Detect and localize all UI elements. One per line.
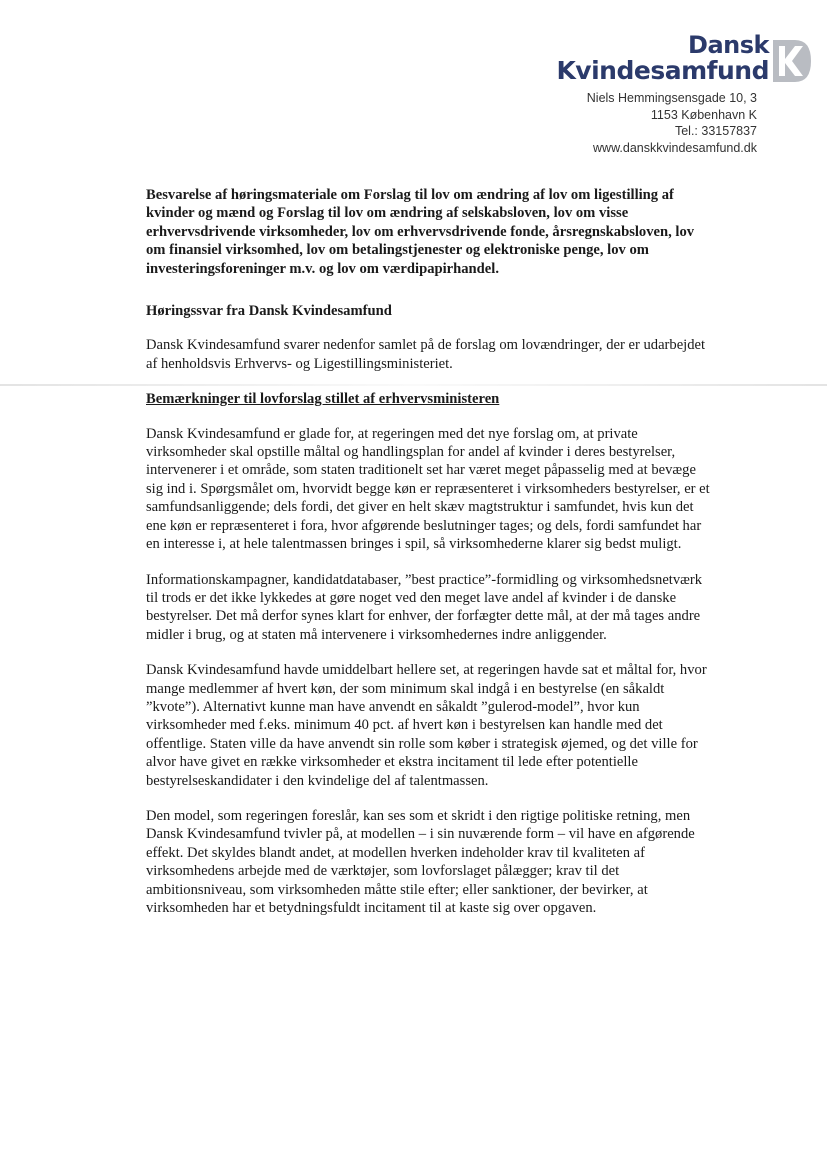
section-heading: Bemærkninger til lovforslag stillet af erhvervsministeren xyxy=(146,391,500,408)
body-paragraph-1: Dansk Kvindesamfund er glade for, at regeringen med det nye forslag om, at private virksomheder skal opstille måltal og handlingsplan for andel af kvinder i deres bestyrelser, intervenerer i et område, som staten traditionelt set har været meget påpasselig med at bevæge sig ind i. Spørgsmålet om, hvorvidt begge køn er repræsenteret i virksomheders bestyrelser, er et samfundsanliggende; dels fordi, det giver en helt skæv magtstruktur i samfundet, hvis kun det ene køn er repræsenteret i fora, hvor afgørende beslutninger tages; og dels, fordi samfundet har en interesse i, at hele talentmassen bringes i spil, så virksomhederne klarer sig bedst muligt. xyxy=(146,425,710,553)
organization-logo-text xyxy=(556,32,769,84)
logo-line-2: Kvindesamfund xyxy=(556,56,769,85)
address-block xyxy=(587,90,757,156)
document-body xyxy=(146,186,714,934)
address-phone: Tel.: 33157837 xyxy=(674,124,757,138)
logo-line-1: Dansk xyxy=(688,31,769,59)
body-paragraph-2: Informationskampagner, kandidatdatabaser, ”best practice”-formidling og virksomhedsnetværk til trods er det ikke lykkedes at gøre noget ved den meget lave andel af kvinder i de danske bestyrelser. Det må derfor synes klart for enhver, der forfægter dette mål, at der må tages andre midler i brug, og at staten må intervenere i virksomhedernes indre anliggender. xyxy=(146,571,703,643)
document-title: Besvarelse af høringsmateriale om Forslag til lov om ændring af lov om ligestilling af kvinder og mænd og Forslag til lov om ændring af selskabsloven, lov om visse erhvervsdrivende virksomheder, lov om erhvervsdrivende fonde, årsregnskabsloven, lov om finansiel virksomhed, lov om betalingstjenester og elektroniske penge, lov om investeringsforeninger m.v. og lov om værdipapirhandel. xyxy=(146,187,695,277)
intro-paragraph: Dansk Kvindesamfund svarer nedenfor samlet på de forslag om lovændringer, der er udarbejdet af henholdsvis Erhvervs- og Ligestillingsministeriet. xyxy=(146,337,706,372)
body-paragraph-4: Den model, som regeringen foreslår, kan ses som et skridt i den rigtige politiske retning, men Dansk Kvindesamfund tvivler på, at modellen – i sin nuværende form – vil have en afgørende effekt. Det skyldes blandt andet, at modellen hverken indeholder krav til kvaliteten af virksomhedens arbejde med de værktøjer, som lovforslaget pålægger; krav til det ambitionsniveau, som virksomheden måtte stile efter; eller sanktioner, der bevirker, at virksomheden har et betydningsfuldt incitament til at kaste sig over opgaven. xyxy=(146,807,695,916)
organization-logo-icon xyxy=(769,38,813,84)
document-subtitle: Høringssvar fra Dansk Kvindesamfund xyxy=(146,303,392,320)
body-paragraph-3: Dansk Kvindesamfund havde umiddelbart hellere set, at regeringen havde sat et måltal for, hvor mange medlemmer af hvert køn, der som minimum skal indgå i en bestyrelse (en såkaldt ”kvote”). Alternativt kunne man have anvendt en såkaldt ”gulerod-model”, hvor kun virksomheder med f.eks. minimum 40 pct. af hvert køn i bestyrelsen kan handle med det offentlige. Staten ville da have anvendt sin rolle som køber i strategisk øjemed, og det ville for alvor have givet en række virksomheder et ekstra incitament til lede efter potentielle bestyrelseskandidater i den kvindelige del af talentmassen. xyxy=(146,662,707,789)
address-street: Niels Hemmingsensgade 10, 3 xyxy=(586,91,757,105)
address-website: www.danskkvindesamfund.dk xyxy=(593,140,757,155)
address-city: 1153 København K xyxy=(650,107,757,122)
